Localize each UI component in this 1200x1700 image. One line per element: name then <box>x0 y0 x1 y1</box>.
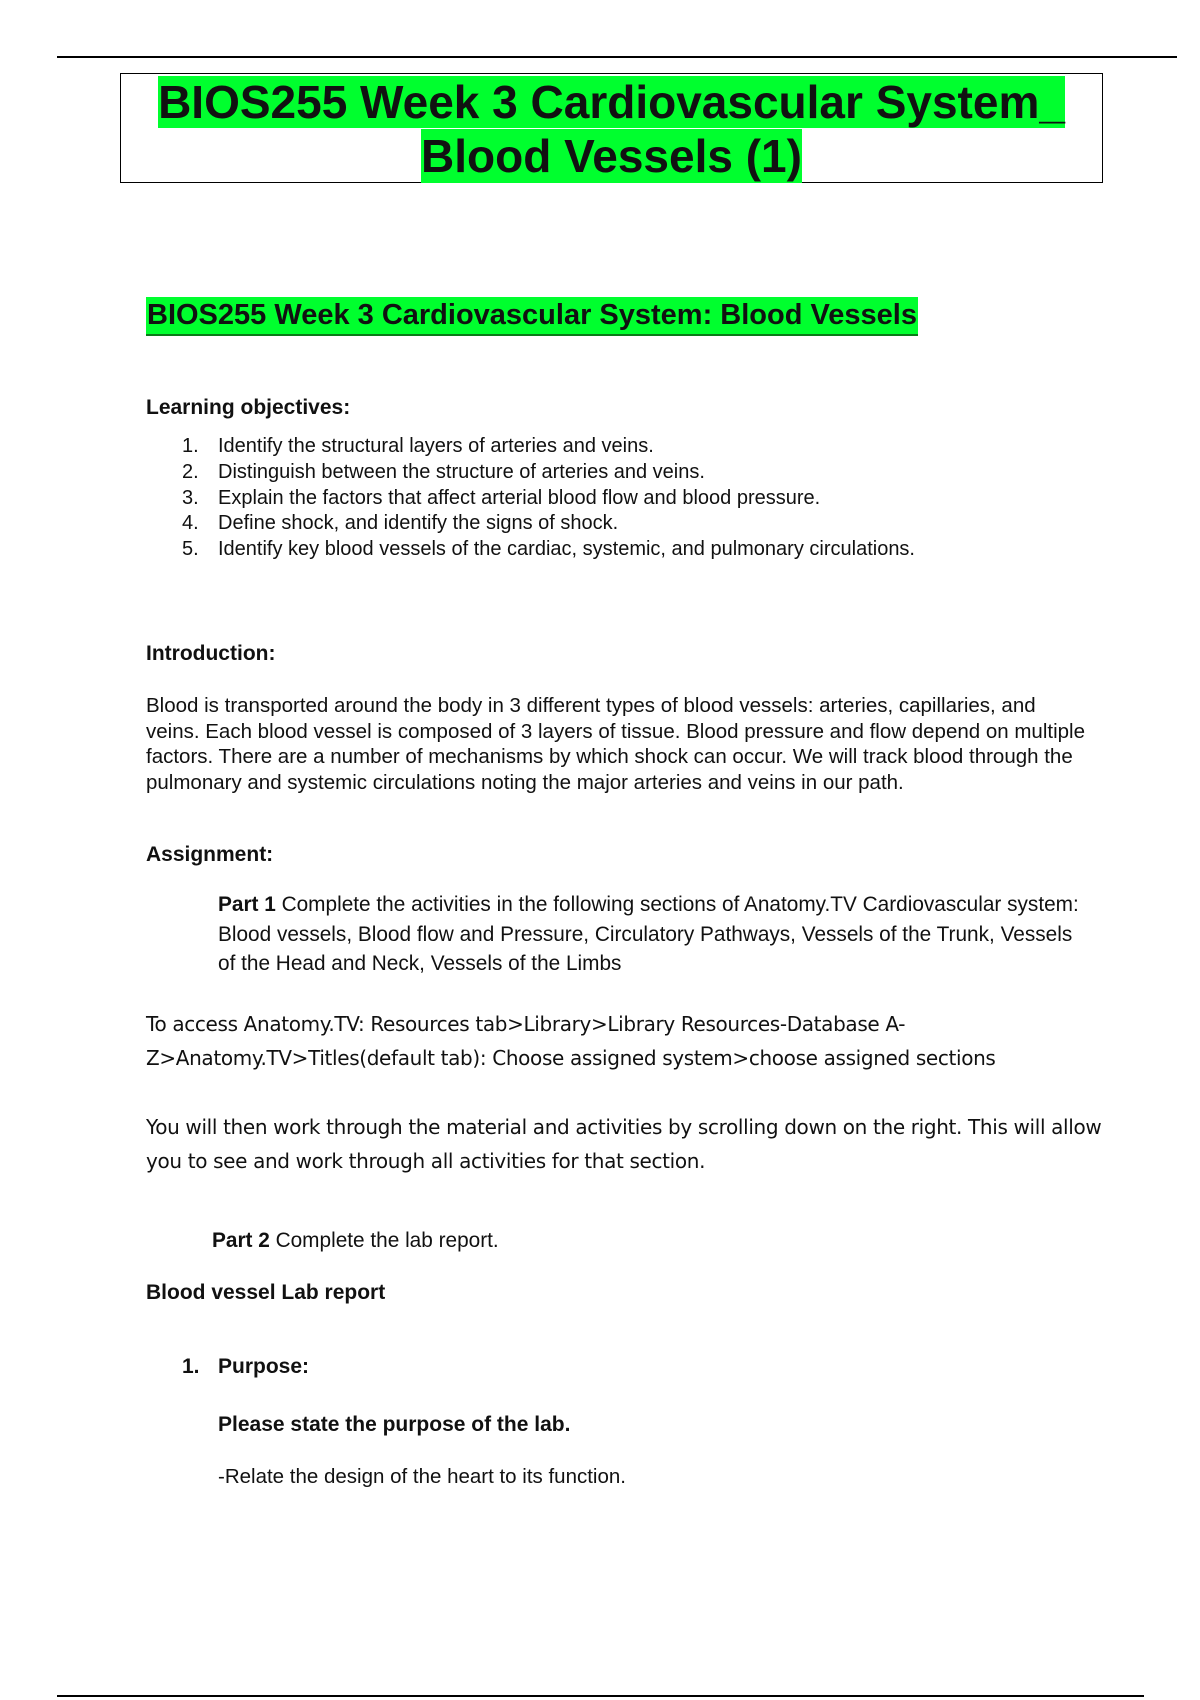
bottom-rule <box>57 1695 1144 1697</box>
section-heading: BIOS255 Week 3 Cardiovascular System: Blood Vessels <box>146 297 918 336</box>
part-2-paragraph <box>212 1226 499 1256</box>
purpose-label: Purpose: <box>218 1355 310 1378</box>
list-item: 3. Explain the factors that affect arterial blood flow and blood pressure. <box>182 486 821 509</box>
assignment-label: Assignment: <box>146 843 274 866</box>
purpose-number: 1. <box>182 1355 200 1378</box>
part-1-paragraph <box>218 890 1088 979</box>
part-2-label: Part 2 <box>212 1229 270 1252</box>
introduction-text: Blood is transported around the body in 3 different types of blood vessels: arteries, capillaries, and veins. Each blood vessel is composed of 3 layers of tissue. Blood pressure and flow depend on multiple factors. There are a number of mechanisms by which shock can occur. We will track blood through the pulmonary and systemic circulations noting the major arteries and veins in our path. <box>146 694 1085 794</box>
part-2-text: Complete the lab report. <box>275 1229 499 1252</box>
title-line-1: BIOS255 Week 3 Cardiovascular System_ <box>158 76 1065 128</box>
objectives-list <box>146 434 915 563</box>
list-item: 2. Distinguish between the structure of arteries and veins. <box>182 460 705 483</box>
purpose-question: Please state the purpose of the lab. <box>218 1413 571 1436</box>
document-title-box <box>120 73 1103 183</box>
introduction-label: Introduction: <box>146 642 276 665</box>
part-1-label: Part 1 <box>218 893 276 916</box>
scroll-instructions: You will then work through the material and activities by scrolling down on the right. This will allow you to see and work through all activities for that section. <box>146 1115 1102 1173</box>
list-item: 4. Define shock, and identify the signs of shock. <box>182 512 619 535</box>
lab-report-label: Blood vessel Lab report <box>146 1281 386 1304</box>
learning-objectives-label: Learning objectives: <box>146 396 351 419</box>
access-instructions: To access Anatomy.TV: Resources tab>Library>Library Resources-Database A-Z>Anatomy.TV>Titles(default tab): Choose assigned system>choose assigned sections <box>146 1012 996 1070</box>
purpose-answer: -Relate the design of the heart to its function. <box>218 1465 626 1488</box>
list-item: 1. Identify the structural layers of arteries and veins. <box>182 435 654 457</box>
title-line-2: Blood Vessels (1) <box>421 130 802 182</box>
top-rule <box>57 56 1177 58</box>
list-item: 5. Identify key blood vessels of the cardiac, systemic, and pulmonary circulations. <box>182 538 915 561</box>
part-1-text: Complete the activities in the following sections of Anatomy.TV Cardiovascular system: Blood vessels, Blood flow and Pressure, Circulatory Pathways, Vessels of the Trunk, Vessels of the Head and Neck, Vessels of the Limbs <box>218 893 1079 975</box>
